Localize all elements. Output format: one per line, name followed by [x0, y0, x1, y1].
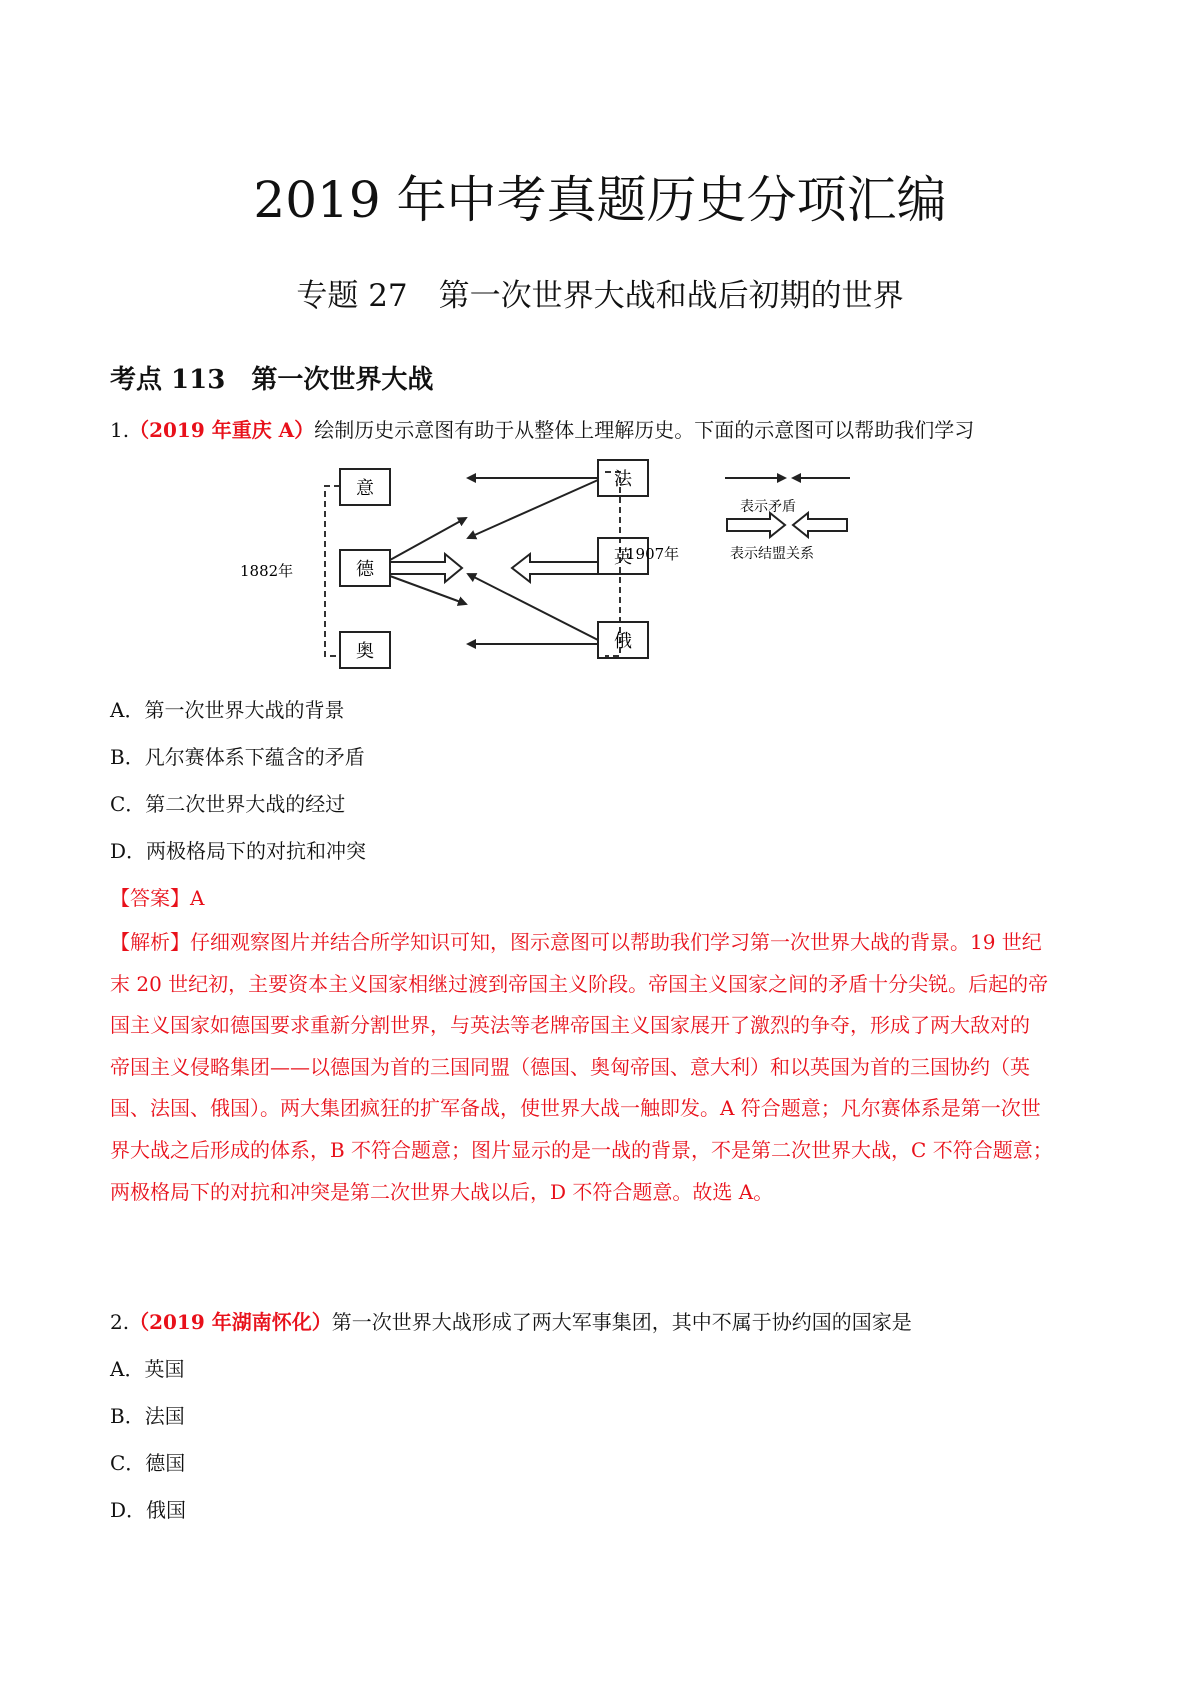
explanation-line: 【解析】仔细观察图片并结合所学知识可知，图示意图可以帮助我们学习第一次世界大战的背景。19 世纪 [110, 930, 1042, 954]
q1-option-a: A．第一次世界大战的背景 [110, 698, 345, 722]
label-austria: 奥 [356, 641, 374, 662]
year-left: 1882年 [240, 562, 294, 580]
q2-option-c: C．德国 [110, 1451, 186, 1475]
explanation-line: 国、法国、俄国）。两大集团疯狂的扩军备战，使世界大战一触即发。A 符合题意；凡尔赛体系是第一次世 [110, 1096, 1041, 1121]
question-1-number: 1. [110, 418, 130, 442]
legend-alliance-label: 表示结盟关系 [730, 546, 814, 562]
arrow-germany-up [390, 518, 466, 560]
label-germany: 德 [356, 559, 374, 580]
arrow-france-germany [468, 480, 598, 538]
hollow-arrow-germany [390, 554, 462, 582]
q1-option-b: B．凡尔赛体系下蕴含的矛盾 [110, 745, 365, 769]
legend-hollow-right [727, 513, 785, 537]
question-2-text: 第一次世界大战形成了两大军事集团，其中不属于协约国的国家是 [331, 1310, 912, 1334]
legend-conflict-label: 表示矛盾 [740, 499, 796, 515]
explanation-line: 末 20 世纪初，主要资本主义国家相继过渡到帝国主义阶段。帝国主义国家之间的矛盾十分尖锐。后起的帝 [110, 971, 1049, 996]
explanation-line: 国主义国家如德国要求重新分割世界，与英法等老牌帝国主义国家展开了激烈的争夺，形成了两大敌对的 [110, 1013, 1030, 1038]
explanation-line: 界大战之后形成的体系，B 不符合题意；图片显示的是一战的背景，不是第二次世界大战，C 不符合题意； [110, 1137, 1053, 1162]
arrow-russia-germany [468, 574, 598, 640]
topic-subtitle: 专题 27 第一次世界大战和战后初期的世界 [296, 278, 904, 314]
label-russia: 俄 [614, 631, 632, 652]
question-2-number: 2. [110, 1310, 130, 1334]
q1-explanation [110, 922, 1100, 1213]
section-heading: 考点 113 第一次世界大战 [110, 365, 434, 395]
q2-option-d: D．俄国 [110, 1498, 187, 1522]
label-italy: 意 [356, 478, 374, 499]
q1-option-d: D．两极格局下的对抗和冲突 [110, 839, 367, 863]
year-right: 1907年 [626, 545, 680, 563]
question-1-text: 绘制历史示意图有助于从整体上理解历史。下面的示意图可以帮助我们学习 [314, 418, 975, 442]
q2-option-a: A．英国 [110, 1357, 185, 1381]
label-britain: 英 [614, 547, 632, 568]
explanation-line: 帝国主义侵略集团——以德国为首的三国同盟（德国、奥匈帝国、意大利）和以英国为首的三国协约（英 [110, 1054, 1030, 1079]
arrow-germany-down [390, 576, 466, 604]
document-title: 2019 年中考真题历史分项汇编 [253, 171, 947, 229]
question-2-stem [110, 1308, 912, 1336]
q1-answer: 【答案】A [110, 886, 205, 910]
q1-option-c: C．第二次世界大战的经过 [110, 792, 346, 816]
alliance-diagram [240, 456, 960, 671]
explanation-line: 两极格局下的对抗和冲突是第二次世界大战以后，D 不符合题意。故选 A。 [110, 1179, 774, 1204]
question-2-source: （2019 年湖南怀化） [129, 1310, 332, 1334]
question-1-stem [110, 416, 974, 444]
q2-option-b: B．法国 [110, 1404, 185, 1428]
question-1-source: （2019 年重庆 A） [129, 418, 315, 442]
hollow-arrow-britain [512, 554, 598, 582]
label-france: 法 [614, 469, 632, 490]
bracket-left [325, 486, 340, 656]
legend-hollow-left [793, 513, 847, 537]
